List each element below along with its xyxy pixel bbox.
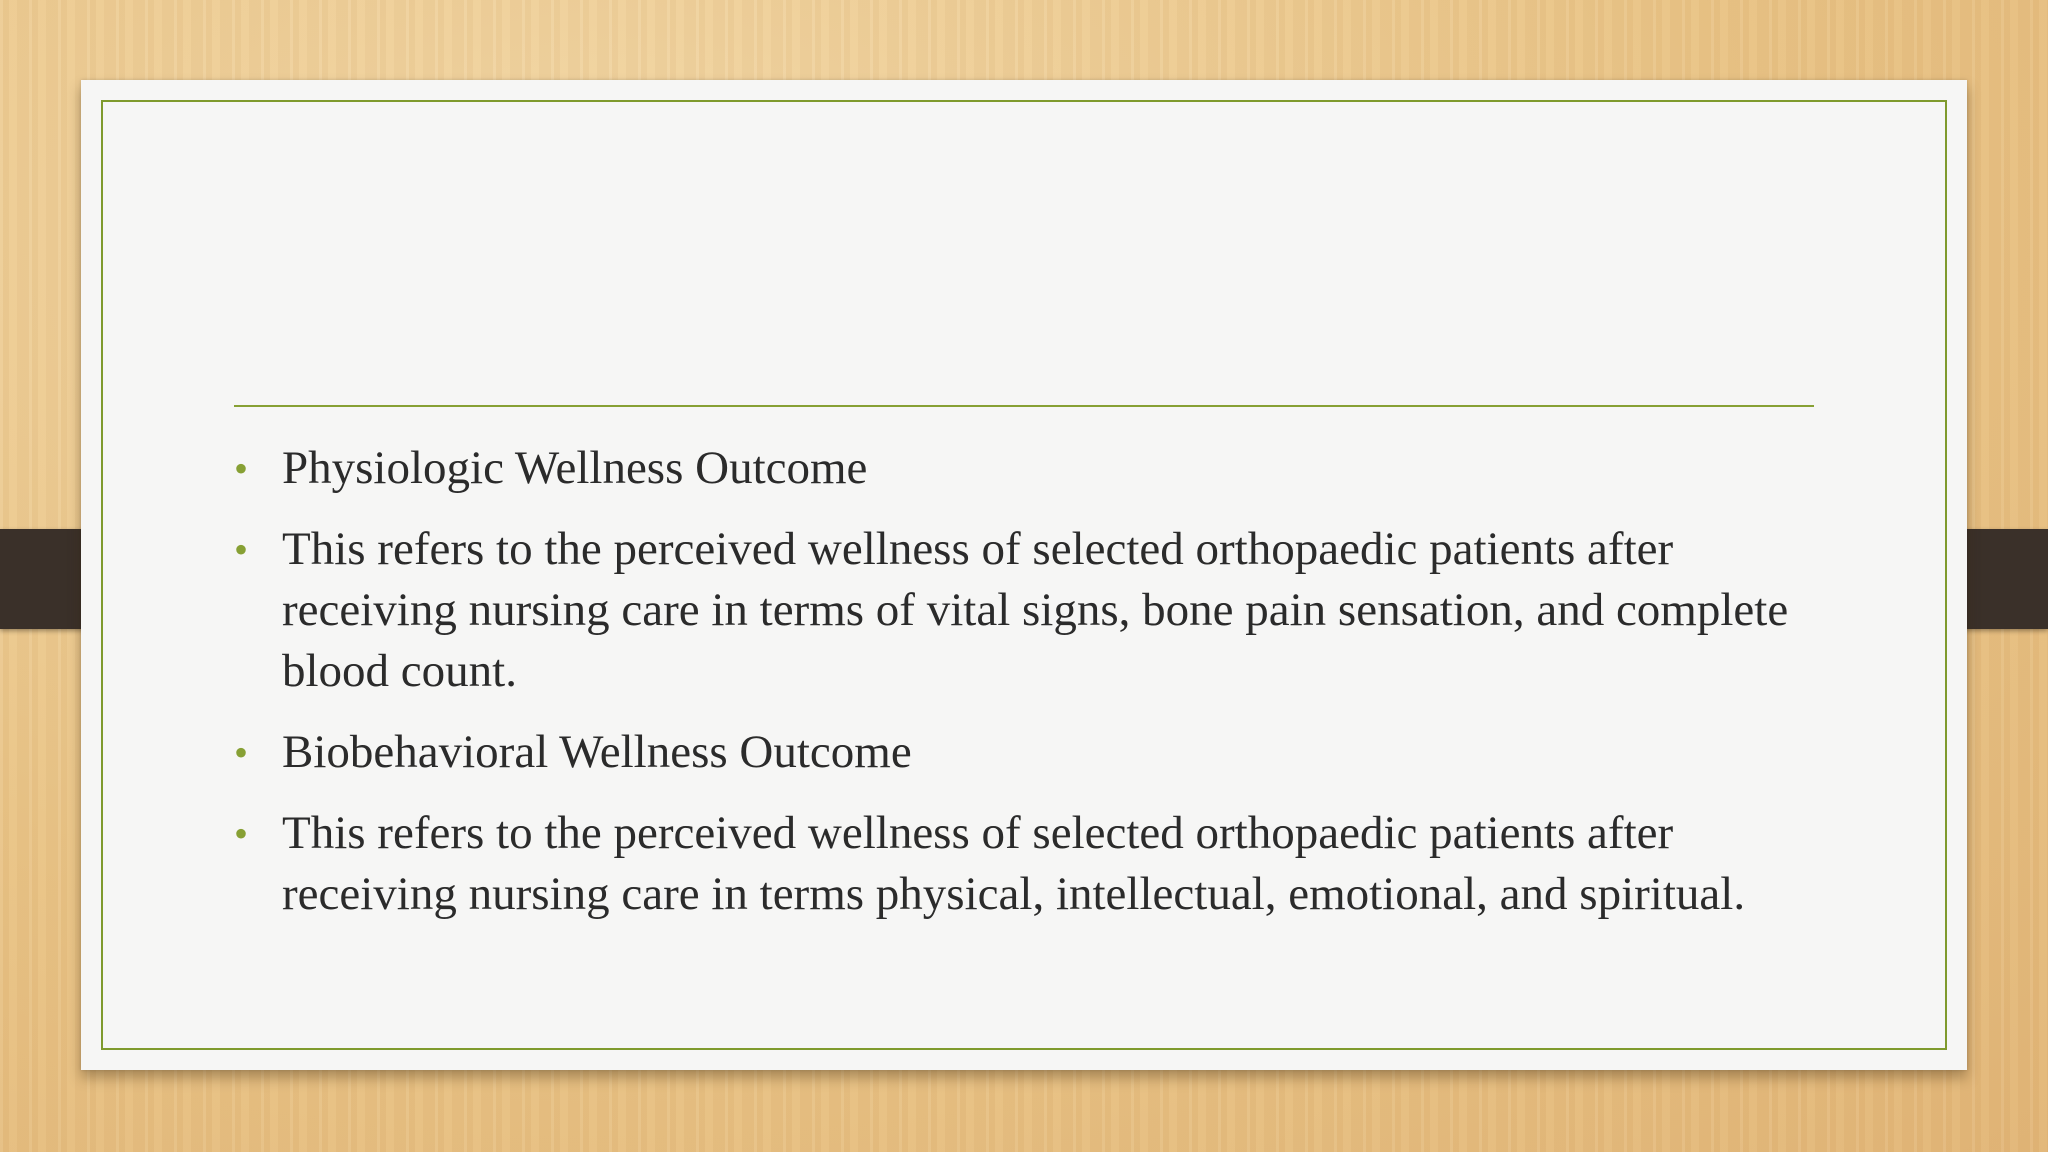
bullet-item-physiologic-definition xyxy=(234,519,1834,702)
bullet-item-physiologic xyxy=(234,438,1834,499)
bullet-list xyxy=(234,438,1834,945)
bullet-dot-icon: • xyxy=(234,527,249,572)
bullet-text: This refers to the perceived wellness of selected orthopaedic patients after receiving nursing care in terms of vital signs, bone pain sensation, and complete blood count. xyxy=(282,523,1789,697)
bullet-dot-icon: • xyxy=(234,446,249,491)
bullet-text: Biobehavioral Wellness Outcome xyxy=(282,726,912,778)
bullet-text: Physiologic Wellness Outcome xyxy=(282,442,868,494)
bullet-dot-icon: • xyxy=(234,811,249,856)
slide-card xyxy=(81,80,1967,1070)
title-divider-line xyxy=(234,405,1814,407)
bullet-item-biobehavioral-definition xyxy=(234,803,1834,925)
bullet-text: This refers to the perceived wellness of selected orthopaedic patients after receiving nursing care in terms physical, intellectual, emotional, and spiritual. xyxy=(282,807,1746,920)
bullet-dot-icon: • xyxy=(234,730,249,775)
bullet-item-biobehavioral xyxy=(234,722,1834,783)
